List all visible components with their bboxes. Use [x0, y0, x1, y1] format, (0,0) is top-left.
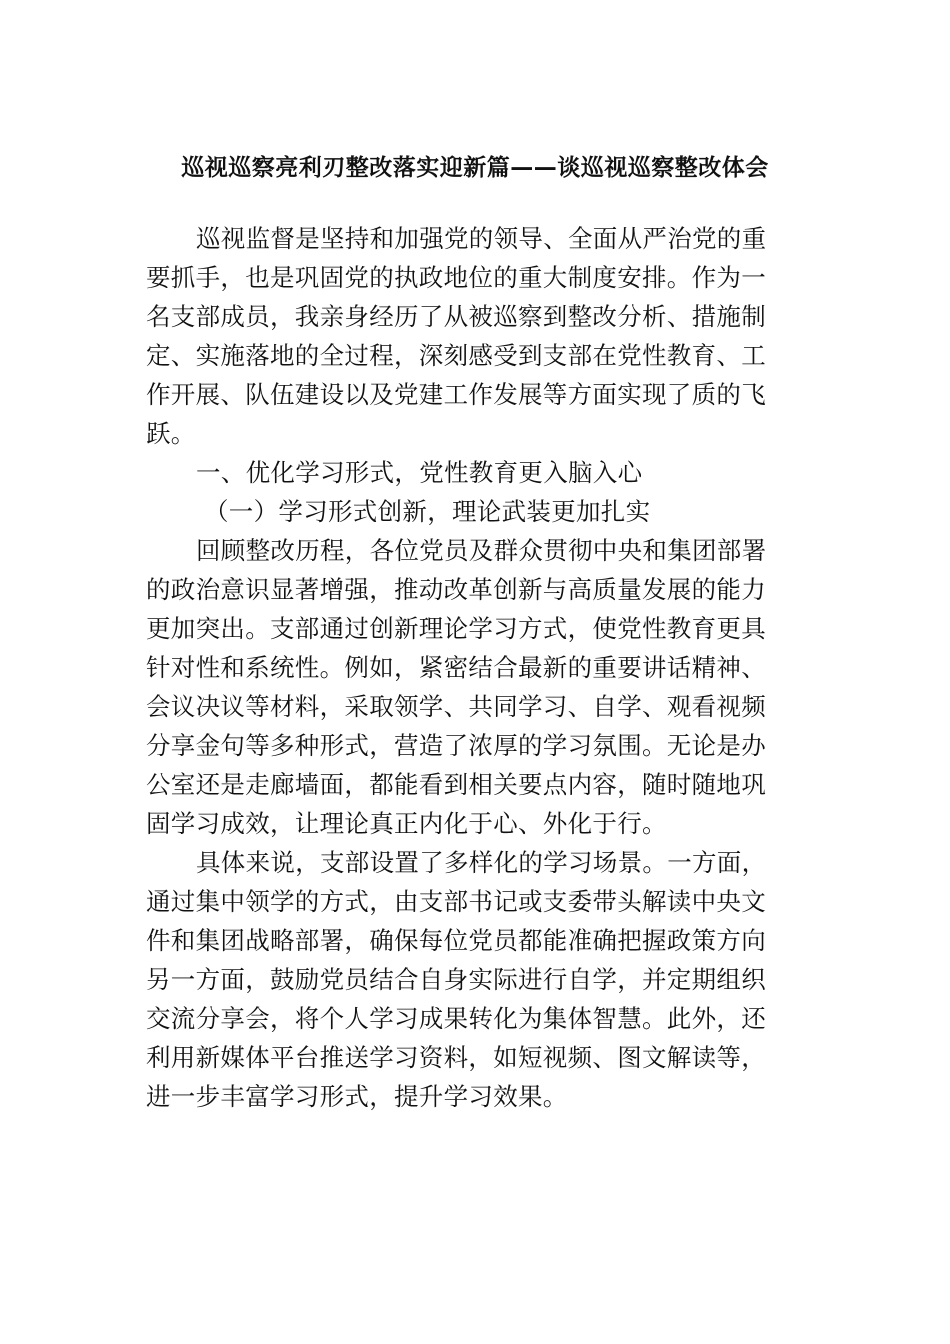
paragraph-line: 利用新媒体平台推送学习资料，如短视频、图文解读等， — [146, 1043, 766, 1072]
subheading-line: （一）学习形式创新，理论武装更加扎实 — [204, 497, 651, 526]
paragraph-line: 进一步丰富学习形式，提升学习效果。 — [146, 1082, 568, 1111]
document-title: 巡视巡察亮利刃整改落实迎新篇——谈巡视巡察整改体会 — [181, 155, 769, 181]
paragraph-line: 交流分享会，将个人学习成果转化为集体智慧。此外，还 — [146, 1004, 766, 1033]
paragraph-line: 针对性和系统性。例如，紧密结合最新的重要讲话精神、 — [146, 653, 766, 682]
paragraph-line: 要抓手，也是巩固党的执政地位的重大制度安排。作为一 — [146, 263, 766, 292]
paragraph-line: 公室还是走廊墙面，都能看到相关要点内容，随时随地巩 — [146, 770, 766, 799]
paragraph-line: 通过集中领学的方式，由支部书记或支委带头解读中央文 — [146, 887, 766, 916]
paragraph-line: 件和集团战略部署，确保每位党员都能准确把握政策方向 — [146, 926, 766, 955]
paragraph-line: 跃。 — [146, 419, 196, 448]
paragraph-line: 名支部成员，我亲身经历了从被巡察到整改分析、措施制 — [146, 302, 766, 331]
paragraph-line: 分享金句等多种形式，营造了浓厚的学习氛围。无论是办 — [146, 731, 766, 760]
document-body — [146, 219, 806, 1116]
section-heading-line: 一、优化学习形式，党性教育更入脑入心 — [196, 458, 643, 487]
paragraph-line: 巡视监督是坚持和加强党的领导、全面从严治党的重 — [196, 224, 767, 253]
paragraph-line: 另一方面，鼓励党员结合自身实际进行自学，并定期组织 — [146, 965, 766, 994]
paragraph-line: 固学习成效，让理论真正内化于心、外化于行。 — [146, 809, 667, 838]
paragraph-line: 的政治意识显著增强，推动改革创新与高质量发展的能力 — [146, 575, 766, 604]
paragraph-line: 回顾整改历程，各位党员及群众贯彻中央和集团部署 — [196, 536, 767, 565]
paragraph-line: 定、实施落地的全过程，深刻感受到支部在党性教育、工 — [146, 341, 766, 370]
paragraph-line: 具体来说，支部设置了多样化的学习场景。一方面， — [196, 848, 767, 877]
paragraph-line: 更加突出。支部通过创新理论学习方式，使党性教育更具 — [146, 614, 766, 643]
paragraph-line: 会议决议等材料，采取领学、共同学习、自学、观看视频 — [146, 692, 766, 721]
paragraph-line: 作开展、队伍建设以及党建工作发展等方面实现了质的飞 — [146, 380, 766, 409]
